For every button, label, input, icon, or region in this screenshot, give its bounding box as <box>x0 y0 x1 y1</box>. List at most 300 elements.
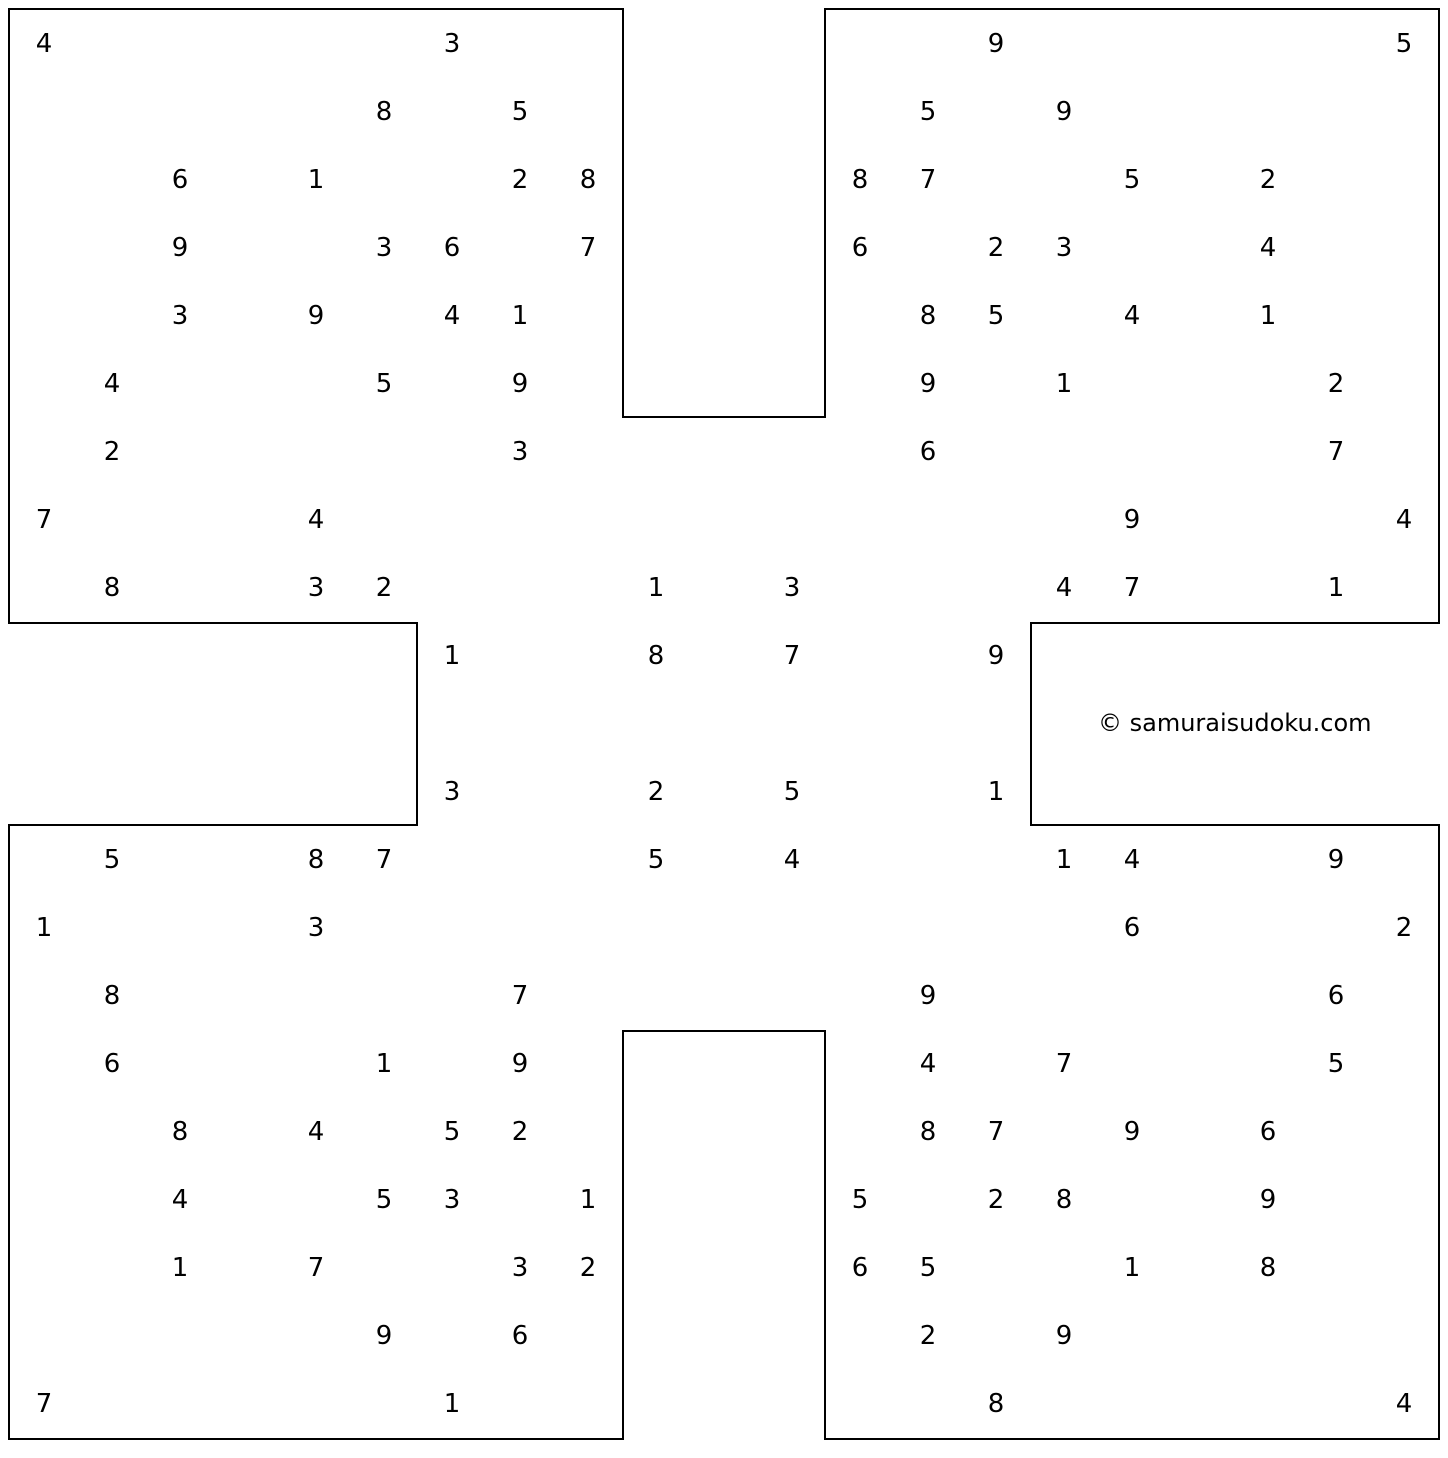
sudoku-cell[interactable] <box>1098 1370 1166 1438</box>
given-digit: 8 <box>307 845 325 875</box>
sudoku-cell[interactable] <box>418 1302 486 1370</box>
sudoku-cell[interactable] <box>214 78 282 146</box>
given-digit: 9 <box>1123 505 1141 535</box>
sudoku-cell[interactable] <box>78 1370 146 1438</box>
sudoku-cell[interactable] <box>962 1302 1030 1370</box>
sudoku-cell[interactable] <box>1370 1030 1438 1098</box>
sudoku-cell[interactable] <box>418 894 486 962</box>
sudoku-cell[interactable] <box>214 350 282 418</box>
sudoku-cell[interactable] <box>214 146 282 214</box>
sudoku-cell[interactable] <box>1166 78 1234 146</box>
sudoku-cell[interactable] <box>1302 10 1370 78</box>
sudoku-cell[interactable] <box>1234 1030 1302 1098</box>
given-digit: 7 <box>1123 573 1141 603</box>
sudoku-cell[interactable] <box>214 962 282 1030</box>
sudoku-cell[interactable] <box>350 282 418 350</box>
sudoku-cell[interactable] <box>622 418 690 486</box>
sudoku-cell[interactable] <box>1302 1370 1370 1438</box>
given-digit: 8 <box>919 301 937 331</box>
sudoku-cell[interactable] <box>554 350 622 418</box>
sudoku-cell[interactable] <box>418 690 486 758</box>
sudoku-cell[interactable] <box>146 78 214 146</box>
given-digit: 8 <box>103 573 121 603</box>
sudoku-cell[interactable] <box>146 486 214 554</box>
sudoku-cell[interactable] <box>554 758 622 826</box>
sudoku-cell[interactable] <box>1030 10 1098 78</box>
sudoku-cell[interactable] <box>350 962 418 1030</box>
sudoku-cell[interactable] <box>622 894 690 962</box>
given-digit: 2 <box>987 1185 1005 1215</box>
sudoku-cell[interactable] <box>146 10 214 78</box>
sudoku-cell[interactable] <box>350 146 418 214</box>
sudoku-cell[interactable] <box>758 962 826 1030</box>
sudoku-cell[interactable] <box>1234 1370 1302 1438</box>
given-digit: 1 <box>511 301 529 331</box>
sudoku-cell[interactable] <box>1302 78 1370 146</box>
sudoku-cell[interactable] <box>554 894 622 962</box>
sudoku-cell[interactable] <box>78 1166 146 1234</box>
sudoku-cell[interactable] <box>146 1302 214 1370</box>
sudoku-cell[interactable] <box>282 1370 350 1438</box>
sudoku-cell[interactable] <box>418 146 486 214</box>
sudoku-cell[interactable] <box>826 1098 894 1166</box>
sudoku-cell[interactable] <box>486 826 554 894</box>
sudoku-cell[interactable] <box>282 962 350 1030</box>
sudoku-cell[interactable] <box>1302 214 1370 282</box>
sudoku-cell[interactable] <box>826 826 894 894</box>
sudoku-cell[interactable] <box>690 418 758 486</box>
sudoku-cell[interactable] <box>10 1234 78 1302</box>
sudoku-cell[interactable] <box>418 1234 486 1302</box>
given-digit: 4 <box>103 369 121 399</box>
sudoku-cell[interactable] <box>894 894 962 962</box>
sudoku-cell[interactable] <box>1030 1370 1098 1438</box>
sudoku-cell[interactable] <box>1166 486 1234 554</box>
sudoku-cell[interactable] <box>1370 282 1438 350</box>
given-digit: 2 <box>647 777 665 807</box>
sudoku-cell[interactable] <box>962 690 1030 758</box>
sudoku-cell[interactable] <box>826 282 894 350</box>
sudoku-cell[interactable] <box>78 1234 146 1302</box>
sudoku-cell[interactable] <box>214 10 282 78</box>
sudoku-cell[interactable] <box>1302 486 1370 554</box>
sudoku-cell[interactable] <box>78 146 146 214</box>
sudoku-cell[interactable] <box>10 78 78 146</box>
sudoku-cell[interactable] <box>1370 214 1438 282</box>
sudoku-cell[interactable] <box>894 1166 962 1234</box>
given-digit: 2 <box>103 437 121 467</box>
sudoku-cell[interactable] <box>214 554 282 622</box>
sudoku-cell[interactable] <box>1234 10 1302 78</box>
sudoku-cell[interactable] <box>690 826 758 894</box>
sudoku-cell[interactable] <box>962 78 1030 146</box>
sudoku-cell[interactable] <box>826 1370 894 1438</box>
sudoku-cell[interactable] <box>1098 78 1166 146</box>
sudoku-cell[interactable] <box>1166 214 1234 282</box>
sudoku-cell[interactable] <box>622 962 690 1030</box>
sudoku-cell[interactable] <box>1166 350 1234 418</box>
sudoku-cell[interactable] <box>1098 418 1166 486</box>
sudoku-cell[interactable] <box>1302 1098 1370 1166</box>
sudoku-cell[interactable] <box>282 418 350 486</box>
sudoku-cell[interactable] <box>214 1098 282 1166</box>
sudoku-cell[interactable] <box>1166 826 1234 894</box>
sudoku-cell[interactable] <box>1098 1166 1166 1234</box>
sudoku-cell[interactable] <box>10 282 78 350</box>
sudoku-cell[interactable] <box>622 690 690 758</box>
sudoku-cell[interactable] <box>826 894 894 962</box>
sudoku-cell[interactable] <box>214 1166 282 1234</box>
sudoku-cell[interactable] <box>894 10 962 78</box>
sudoku-cell[interactable] <box>78 1302 146 1370</box>
sudoku-cell[interactable] <box>350 10 418 78</box>
sudoku-cell[interactable] <box>282 350 350 418</box>
sudoku-cell[interactable] <box>554 486 622 554</box>
sudoku-cell[interactable] <box>1302 1302 1370 1370</box>
sudoku-cell[interactable] <box>1166 1302 1234 1370</box>
sudoku-cell[interactable] <box>282 1166 350 1234</box>
sudoku-cell[interactable] <box>554 78 622 146</box>
given-digit: 1 <box>1055 845 1073 875</box>
sudoku-cell[interactable] <box>826 554 894 622</box>
sudoku-cell[interactable] <box>1234 486 1302 554</box>
sudoku-cell[interactable] <box>1166 1030 1234 1098</box>
sudoku-cell[interactable] <box>146 1030 214 1098</box>
sudoku-cell[interactable] <box>962 1234 1030 1302</box>
sudoku-cell[interactable] <box>622 486 690 554</box>
sudoku-cell[interactable] <box>826 758 894 826</box>
given-digit: 5 <box>851 1185 869 1215</box>
sudoku-cell[interactable] <box>214 1030 282 1098</box>
sudoku-cell[interactable] <box>146 1370 214 1438</box>
sudoku-cell[interactable] <box>350 486 418 554</box>
given-digit: 4 <box>35 29 53 59</box>
sudoku-cell[interactable] <box>962 146 1030 214</box>
sudoku-cell[interactable] <box>418 418 486 486</box>
sudoku-cell[interactable] <box>1370 418 1438 486</box>
given-digit: 3 <box>171 301 189 331</box>
sudoku-cell[interactable] <box>826 1302 894 1370</box>
sudoku-cell[interactable] <box>894 622 962 690</box>
sudoku-cell[interactable] <box>1166 894 1234 962</box>
given-digit: 4 <box>1395 1389 1413 1419</box>
sudoku-cell[interactable] <box>1166 1166 1234 1234</box>
sudoku-cell[interactable] <box>554 690 622 758</box>
sudoku-cell[interactable] <box>214 1234 282 1302</box>
sudoku-cell[interactable] <box>1098 214 1166 282</box>
sudoku-cell[interactable] <box>826 350 894 418</box>
sudoku-cell[interactable] <box>826 622 894 690</box>
sudoku-cell[interactable] <box>486 10 554 78</box>
sudoku-cell[interactable] <box>1166 1234 1234 1302</box>
sudoku-cell[interactable] <box>554 622 622 690</box>
given-digit: 5 <box>647 845 665 875</box>
sudoku-cell[interactable] <box>1030 894 1098 962</box>
sudoku-cell[interactable] <box>758 690 826 758</box>
sudoku-cell[interactable] <box>1030 146 1098 214</box>
sudoku-cell[interactable] <box>214 418 282 486</box>
sudoku-cell[interactable] <box>1030 1234 1098 1302</box>
sudoku-cell[interactable] <box>350 1234 418 1302</box>
sudoku-cell[interactable] <box>1234 894 1302 962</box>
sudoku-cell[interactable] <box>10 350 78 418</box>
given-digit: 1 <box>1327 573 1345 603</box>
given-digit: 9 <box>307 301 325 331</box>
sudoku-cell[interactable] <box>1302 146 1370 214</box>
given-digit: 6 <box>103 1049 121 1079</box>
sudoku-cell[interactable] <box>1166 418 1234 486</box>
given-digit: 6 <box>919 437 937 467</box>
sudoku-cell[interactable] <box>894 486 962 554</box>
sudoku-cell[interactable] <box>690 894 758 962</box>
sudoku-cell[interactable] <box>1370 350 1438 418</box>
sudoku-cell[interactable] <box>962 962 1030 1030</box>
sudoku-cell[interactable] <box>146 418 214 486</box>
sudoku-cell[interactable] <box>418 962 486 1030</box>
sudoku-cell[interactable] <box>486 486 554 554</box>
sudoku-cell[interactable] <box>418 350 486 418</box>
sudoku-cell[interactable] <box>214 486 282 554</box>
sudoku-cell[interactable] <box>1234 1302 1302 1370</box>
given-digit: 9 <box>919 981 937 1011</box>
sudoku-cell[interactable] <box>486 690 554 758</box>
sudoku-cell[interactable] <box>418 486 486 554</box>
sudoku-cell[interactable] <box>826 962 894 1030</box>
sudoku-cell[interactable] <box>10 554 78 622</box>
sudoku-cell[interactable] <box>690 622 758 690</box>
sudoku-cell[interactable] <box>554 10 622 78</box>
given-digit: 1 <box>375 1049 393 1079</box>
given-digit: 3 <box>443 29 461 59</box>
sudoku-cell[interactable] <box>894 758 962 826</box>
sudoku-cell[interactable] <box>690 554 758 622</box>
sudoku-cell[interactable] <box>1370 1234 1438 1302</box>
given-digit: 7 <box>987 1117 1005 1147</box>
sudoku-cell[interactable] <box>1098 962 1166 1030</box>
sudoku-cell[interactable] <box>554 1030 622 1098</box>
sudoku-cell[interactable] <box>146 962 214 1030</box>
sudoku-cell[interactable] <box>10 1098 78 1166</box>
given-digit: 7 <box>307 1253 325 1283</box>
sudoku-cell[interactable] <box>10 962 78 1030</box>
sudoku-cell[interactable] <box>894 690 962 758</box>
sudoku-cell[interactable] <box>282 10 350 78</box>
sudoku-cell[interactable] <box>554 962 622 1030</box>
sudoku-cell[interactable] <box>486 1370 554 1438</box>
sudoku-cell[interactable] <box>1098 1302 1166 1370</box>
sudoku-cell[interactable] <box>690 758 758 826</box>
given-digit: 3 <box>443 1185 461 1215</box>
given-digit: 1 <box>987 777 1005 807</box>
sudoku-cell[interactable] <box>78 486 146 554</box>
sudoku-cell[interactable] <box>214 214 282 282</box>
given-digit: 1 <box>1123 1253 1141 1283</box>
given-digit: 5 <box>1395 29 1413 59</box>
sudoku-cell[interactable] <box>826 1030 894 1098</box>
sudoku-cell[interactable] <box>486 1166 554 1234</box>
sudoku-cell[interactable] <box>894 214 962 282</box>
sudoku-cell[interactable] <box>1370 146 1438 214</box>
sudoku-cell[interactable] <box>1370 962 1438 1030</box>
sudoku-cell[interactable] <box>962 350 1030 418</box>
sudoku-cell[interactable] <box>282 1030 350 1098</box>
given-digit: 6 <box>1327 981 1345 1011</box>
sudoku-cell[interactable] <box>1370 1098 1438 1166</box>
sudoku-cell[interactable] <box>214 826 282 894</box>
sudoku-cell[interactable] <box>282 1302 350 1370</box>
sudoku-cell[interactable] <box>214 1370 282 1438</box>
sudoku-cell[interactable] <box>1370 78 1438 146</box>
given-digit: 7 <box>511 981 529 1011</box>
sudoku-cell[interactable] <box>690 690 758 758</box>
sudoku-cell[interactable] <box>962 894 1030 962</box>
sudoku-cell[interactable] <box>1098 10 1166 78</box>
sudoku-cell[interactable] <box>78 894 146 962</box>
sudoku-cell[interactable] <box>1234 554 1302 622</box>
sudoku-cell[interactable] <box>894 826 962 894</box>
sudoku-cell[interactable] <box>78 78 146 146</box>
sudoku-cell[interactable] <box>554 1302 622 1370</box>
sudoku-cell[interactable] <box>146 350 214 418</box>
sudoku-cell[interactable] <box>78 282 146 350</box>
given-digit: 8 <box>1259 1253 1277 1283</box>
sudoku-cell[interactable] <box>486 554 554 622</box>
sudoku-cell[interactable] <box>894 554 962 622</box>
sudoku-cell[interactable] <box>1234 418 1302 486</box>
sudoku-cell[interactable] <box>486 214 554 282</box>
sudoku-cell[interactable] <box>826 486 894 554</box>
given-digit: 9 <box>1055 1321 1073 1351</box>
sudoku-cell[interactable] <box>1166 282 1234 350</box>
sudoku-cell[interactable] <box>962 826 1030 894</box>
sudoku-cell[interactable] <box>690 486 758 554</box>
sudoku-cell[interactable] <box>554 418 622 486</box>
sudoku-cell[interactable] <box>146 894 214 962</box>
given-digit: 5 <box>1327 1049 1345 1079</box>
sudoku-cell[interactable] <box>962 486 1030 554</box>
given-digit: 6 <box>1123 913 1141 943</box>
sudoku-cell[interactable] <box>78 214 146 282</box>
sudoku-cell[interactable] <box>1370 1166 1438 1234</box>
sudoku-cell[interactable] <box>962 554 1030 622</box>
given-digit: 8 <box>987 1389 1005 1419</box>
sudoku-cell[interactable] <box>826 10 894 78</box>
given-digit: 9 <box>1327 845 1345 875</box>
sudoku-cell[interactable] <box>758 418 826 486</box>
sudoku-cell[interactable] <box>554 1370 622 1438</box>
sudoku-cell[interactable] <box>1302 1234 1370 1302</box>
sudoku-cell[interactable] <box>10 1302 78 1370</box>
sudoku-cell[interactable] <box>1302 1166 1370 1234</box>
sudoku-cell[interactable] <box>418 826 486 894</box>
sudoku-cell[interactable] <box>146 554 214 622</box>
given-digit: 5 <box>919 97 937 127</box>
sudoku-cell[interactable] <box>1234 350 1302 418</box>
sudoku-cell[interactable] <box>1030 486 1098 554</box>
sudoku-cell[interactable] <box>1030 418 1098 486</box>
given-digit: 4 <box>1123 301 1141 331</box>
sudoku-cell[interactable] <box>826 690 894 758</box>
sudoku-cell[interactable] <box>1302 894 1370 962</box>
sudoku-cell[interactable] <box>962 1030 1030 1098</box>
sudoku-cell[interactable] <box>486 894 554 962</box>
sudoku-cell[interactable] <box>1370 554 1438 622</box>
sudoku-cell[interactable] <box>10 146 78 214</box>
sudoku-cell[interactable] <box>1030 1098 1098 1166</box>
sudoku-cell[interactable] <box>1166 1370 1234 1438</box>
sudoku-cell[interactable] <box>486 622 554 690</box>
sudoku-cell[interactable] <box>350 1370 418 1438</box>
sudoku-cell[interactable] <box>350 894 418 962</box>
sudoku-cell[interactable] <box>418 78 486 146</box>
sudoku-cell[interactable] <box>554 826 622 894</box>
sudoku-cell[interactable] <box>962 418 1030 486</box>
sudoku-cell[interactable] <box>350 1098 418 1166</box>
sudoku-cell[interactable] <box>554 1098 622 1166</box>
sudoku-cell[interactable] <box>758 894 826 962</box>
sudoku-cell[interactable] <box>758 486 826 554</box>
sudoku-cell[interactable] <box>1166 1098 1234 1166</box>
sudoku-cell[interactable] <box>1302 282 1370 350</box>
sudoku-cell[interactable] <box>1098 350 1166 418</box>
sudoku-cell[interactable] <box>486 758 554 826</box>
sudoku-cell[interactable] <box>690 962 758 1030</box>
sudoku-cell[interactable] <box>10 1030 78 1098</box>
sudoku-cell[interactable] <box>554 554 622 622</box>
sudoku-cell[interactable] <box>78 10 146 78</box>
sudoku-cell[interactable] <box>1234 78 1302 146</box>
sudoku-cell[interactable] <box>1166 146 1234 214</box>
given-digit: 9 <box>511 369 529 399</box>
sudoku-cell[interactable] <box>1030 282 1098 350</box>
sudoku-cell[interactable] <box>894 1370 962 1438</box>
given-digit: 3 <box>1055 233 1073 263</box>
sudoku-cell[interactable] <box>10 214 78 282</box>
given-digit: 5 <box>783 777 801 807</box>
given-digit: 6 <box>511 1321 529 1351</box>
sudoku-cell[interactable] <box>1234 962 1302 1030</box>
sudoku-cell[interactable] <box>1370 1302 1438 1370</box>
sudoku-cell[interactable] <box>418 1030 486 1098</box>
sudoku-cell[interactable] <box>10 826 78 894</box>
sudoku-cell[interactable] <box>10 418 78 486</box>
sudoku-cell[interactable] <box>146 826 214 894</box>
given-digit: 2 <box>1395 913 1413 943</box>
sudoku-cell[interactable] <box>1370 826 1438 894</box>
sudoku-cell[interactable] <box>554 282 622 350</box>
sudoku-cell[interactable] <box>1166 10 1234 78</box>
sudoku-cell[interactable] <box>1166 962 1234 1030</box>
sudoku-cell[interactable] <box>1166 554 1234 622</box>
sudoku-cell[interactable] <box>78 1098 146 1166</box>
sudoku-cell[interactable] <box>214 1302 282 1370</box>
sudoku-cell[interactable] <box>826 418 894 486</box>
sudoku-cell[interactable] <box>10 1166 78 1234</box>
given-digit: 3 <box>443 777 461 807</box>
sudoku-cell[interactable] <box>282 78 350 146</box>
sudoku-cell[interactable] <box>1030 962 1098 1030</box>
sudoku-cell[interactable] <box>214 894 282 962</box>
sudoku-cell[interactable] <box>1098 1030 1166 1098</box>
sudoku-cell[interactable] <box>826 78 894 146</box>
given-digit: 1 <box>443 641 461 671</box>
given-digit: 5 <box>375 369 393 399</box>
sudoku-cell[interactable] <box>1234 826 1302 894</box>
sudoku-cell[interactable] <box>282 214 350 282</box>
sudoku-cell[interactable] <box>214 282 282 350</box>
sudoku-cell[interactable] <box>418 554 486 622</box>
sudoku-cell[interactable] <box>350 418 418 486</box>
